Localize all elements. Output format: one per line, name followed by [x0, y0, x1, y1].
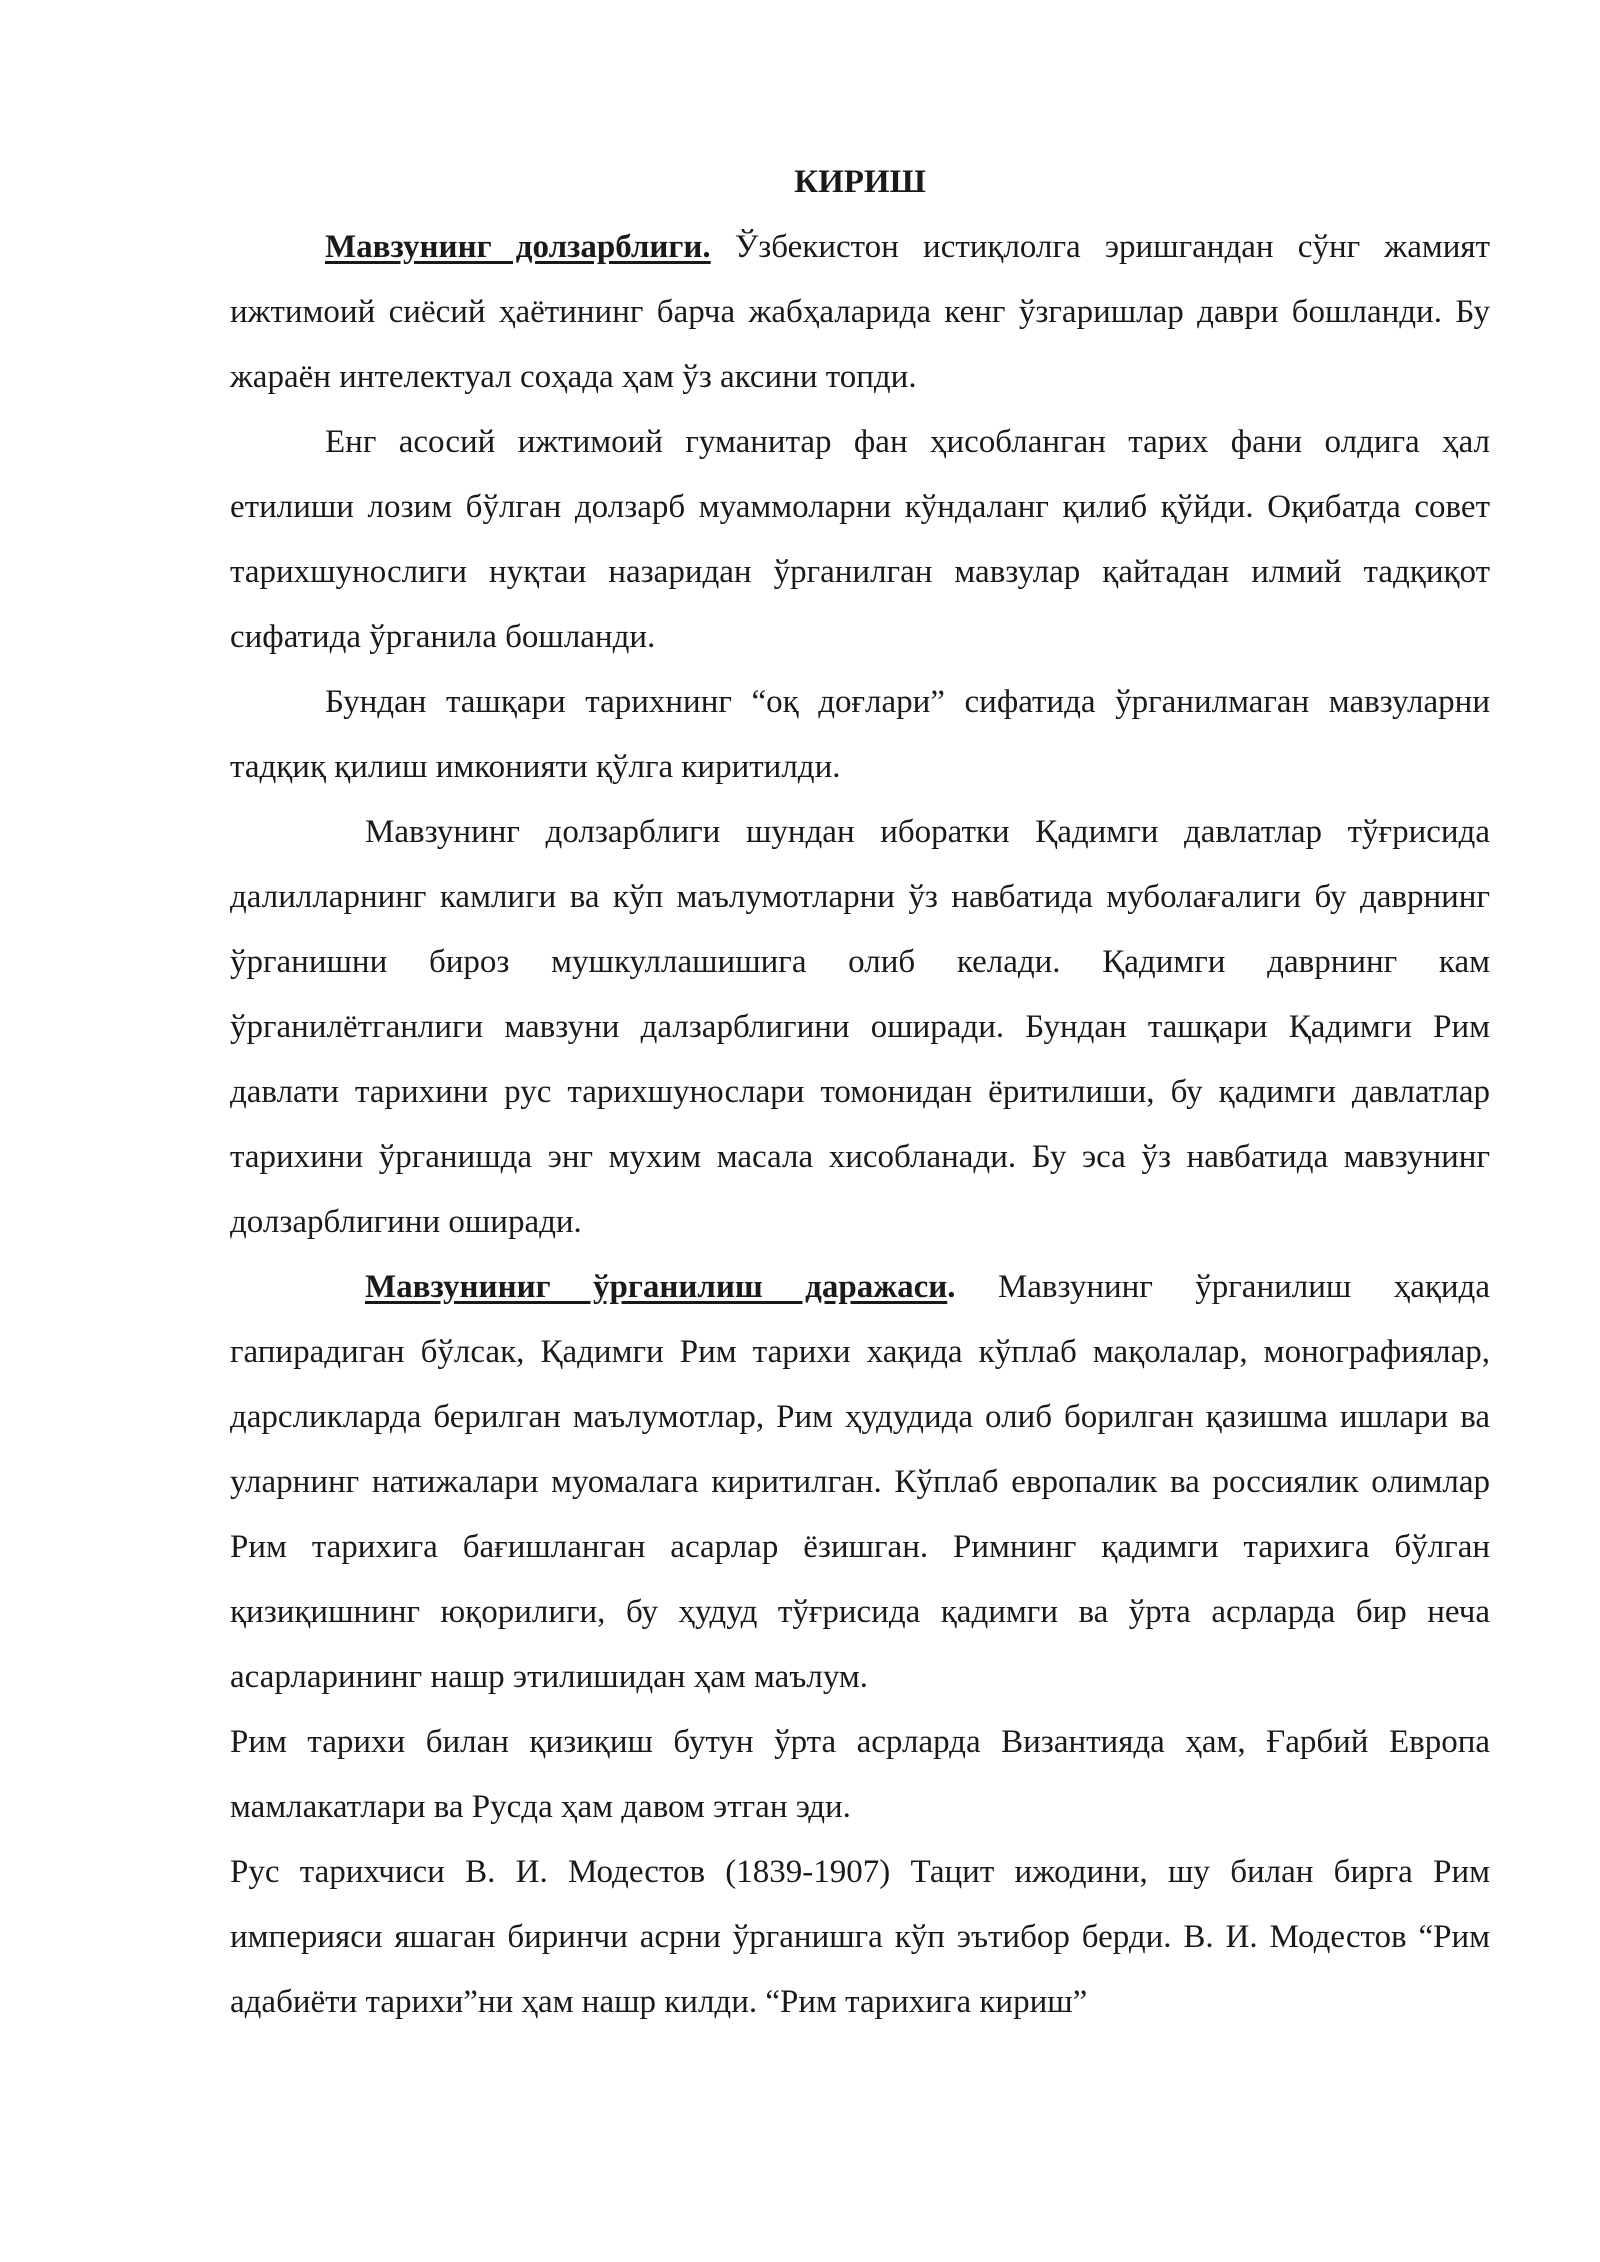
paragraph-4: Мавзунинг долзарблиги шундан иборатки Қадимги давлатлар тўғрисида далилларнинг камлиги ва кўп маълумотларни ўз навбатида муболағалиги бу даврнинг ўрганишни бироз мушкуллашишига олиб келади. Қадимги даврнинг кам ўрганилётганлиги мавзуни далзарблигини оширади. Бундан ташқари Қадимги Рим давлати тарихини рус тарихшунослари томонидан ёритилиши, бу қадимги давлатлар тарихини ўрганишда энг мухим масала хисобланади. Бу эса ўз навбатида мавзунинг долзарблигини оширади. — [230, 814, 1490, 1240]
paragraph-6: Рим тарихи билан қизиқиш бутун ўрта асрларда Византияда ҳам, Ғарбий Европа мамлакатлари ва Русда ҳам давом этган эди. — [230, 1724, 1490, 1825]
relevance-lead: Мавзунинг долзарблиги. — [325, 229, 711, 265]
study-level-dot: . — [947, 1269, 956, 1305]
relevance-text: Ўзбекистон истиқлолга эришгандан сўнг жамият ижтимоий сиёсий ҳаётининг барча жабҳаларида кенг ўзгаришлар даври бошланди. Бу жараён интелектуал соҳада ҳам ўз аксини топди. — [230, 229, 1490, 395]
study-level-text: Мавзунинг ўрганилиш ҳақида гапирадиган бўлсак, Қадимги Рим тарихи хақида кўплаб мақолалар, монографиялар, дарсликларда берилган маълумотлар, Рим ҳудудида олиб борилган қазишма ишлари ва уларнинг натижалари муомалага киритилган. Кўплаб европалик ва россиялик олимлар Рим тарихига бағишланган асарлар ёзишган. Римнинг қадимги тарихига бўлган қизиқишнинг юқорилиги, бу ҳудуд тўғрисида қадимги ва ўрта асрларда бир неча асарларининг нашр этилишидан ҳам маълум. — [230, 1269, 1490, 1695]
paragraph-relevance — [230, 215, 1490, 410]
paragraph-3: Бундан ташқари тарихнинг “оқ доғлари” сифатида ўрганилмаган мавзуларни тадқиқ қилиш имконияти қўлга киритилди. — [230, 684, 1490, 785]
paragraph-7: Рус тарихчиси В. И. Модестов (1839-1907) Тацит ижодини, шу билан бирга Рим империяси яшаган биринчи асрни ўрганишга кўп эътибор берди. В. И. Модестов “Рим адабиёти тарихи”ни ҳам нашр килди. “Рим тарихига кириш” — [230, 1854, 1490, 2020]
page-heading: КИРИШ — [794, 164, 926, 200]
study-level-lead: Мавзуниниг ўрганилиш даражаси — [365, 1269, 948, 1305]
paragraph-study-level — [230, 1255, 1490, 1710]
document-page — [230, 150, 1490, 2035]
paragraph-2: Енг асосий ижтимоий гуманитар фан ҳисобланган тарих фани олдига ҳал етилиши лозим бўлган долзарб муаммоларни кўндаланг қилиб қўйди. Оқибатда совет тарихшунослиги нуқтаи назаридан ўрганилган мавзулар қайтадан илмий тадқиқот сифатида ўрганила бошланди. — [230, 424, 1490, 655]
